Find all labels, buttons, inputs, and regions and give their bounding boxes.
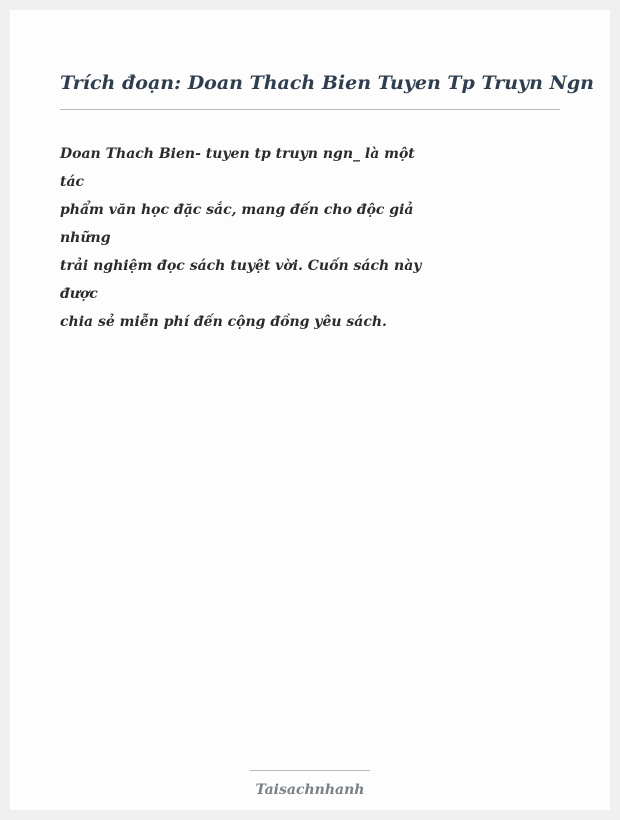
body-line: phẩm văn học đặc sắc, mang đến cho độc giả [60, 202, 414, 218]
body-line: tác [60, 174, 85, 190]
document-page [10, 10, 610, 810]
document-title: Trích đoạn: Doan Thach Bien Tuyen Tp Truyn Ngn [60, 72, 594, 94]
footer-divider [250, 770, 370, 771]
body-line: trải nghiệm đọc sách tuyệt vời. Cuốn sách này [60, 258, 422, 274]
excerpt-body [60, 140, 422, 336]
title-divider [60, 109, 560, 110]
body-line: những [60, 230, 111, 246]
footer-site-name: Taisachnhanh [255, 782, 365, 798]
body-line: Doan Thach Bien- tuyen tp truyn ngn_ là một [60, 146, 415, 162]
body-line: chia sẻ miễn phí đến cộng đồng yêu sách. [60, 314, 387, 330]
body-line: được [60, 286, 98, 302]
